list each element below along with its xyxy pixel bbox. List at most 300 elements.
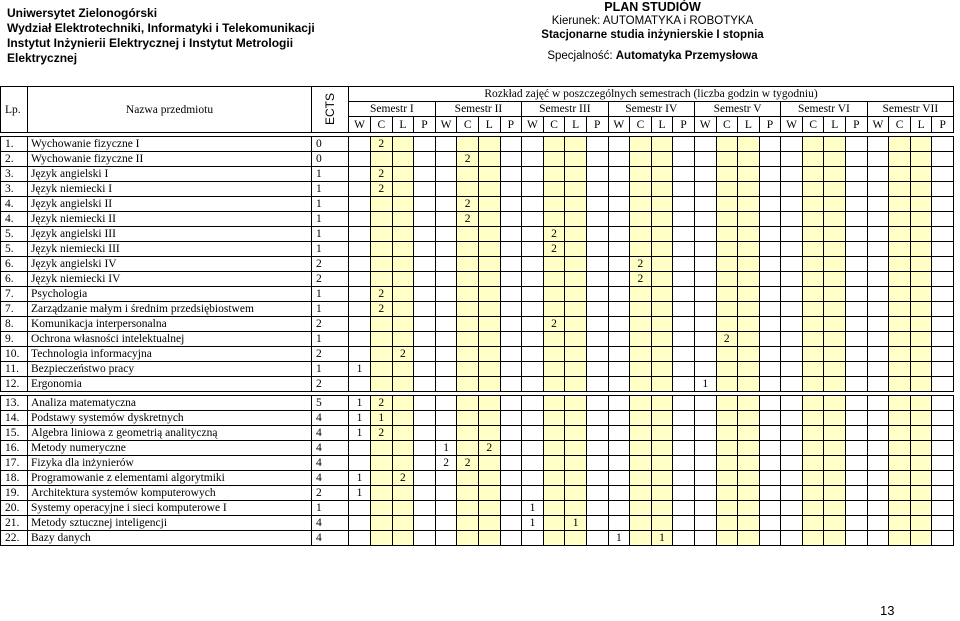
empty-cell (910, 317, 932, 332)
empty-cell (435, 501, 457, 516)
empty-cell (457, 362, 479, 377)
row-ects: 2 (312, 347, 349, 362)
table-row (1, 152, 954, 167)
empty-cell (673, 302, 695, 317)
empty-cell (565, 486, 587, 501)
empty-cell (651, 257, 673, 272)
empty-cell (889, 426, 911, 441)
row-ects: 0 (312, 137, 349, 152)
empty-cell (824, 471, 846, 486)
empty-cell (500, 347, 522, 362)
row-subject-name: Systemy operacyjne i sieci komputerowe I (28, 501, 312, 516)
empty-cell (478, 531, 500, 546)
empty-cell (349, 302, 371, 317)
empty-cell (608, 302, 630, 317)
empty-cell (910, 257, 932, 272)
empty-cell (478, 257, 500, 272)
empty-cell (781, 471, 803, 486)
empty-cell (630, 486, 652, 501)
empty-cell (781, 242, 803, 257)
empty-cell (781, 182, 803, 197)
empty-cell (781, 377, 803, 392)
empty-cell (435, 272, 457, 287)
empty-cell (371, 332, 393, 347)
row-lp: 15. (1, 426, 28, 441)
empty-cell (565, 456, 587, 471)
empty-cell (349, 456, 371, 471)
empty-cell (457, 332, 479, 347)
empty-cell (392, 272, 414, 287)
empty-cell (932, 212, 954, 227)
empty-cell (371, 471, 393, 486)
empty-cell (371, 197, 393, 212)
table-row (1, 516, 954, 531)
empty-cell (824, 426, 846, 441)
empty-cell (371, 242, 393, 257)
empty-cell (414, 486, 436, 501)
empty-cell (781, 167, 803, 182)
empty-cell (522, 212, 544, 227)
row-subject-name: Metody sztucznej inteligencji (28, 516, 312, 531)
empty-cell (738, 167, 760, 182)
empty-cell (543, 197, 565, 212)
row-subject-name: Algebra liniowa z geometrią analityczną (28, 426, 312, 441)
hours-cell: 2 (543, 242, 565, 257)
empty-cell (500, 167, 522, 182)
empty-cell (478, 137, 500, 152)
empty-cell (781, 501, 803, 516)
class-type-header: W (349, 117, 371, 133)
empty-cell (738, 242, 760, 257)
empty-cell (478, 471, 500, 486)
empty-cell (371, 531, 393, 546)
empty-cell (651, 137, 673, 152)
empty-cell (824, 531, 846, 546)
empty-cell (867, 332, 889, 347)
hours-cell: 2 (457, 197, 479, 212)
empty-cell (781, 197, 803, 212)
empty-cell (435, 411, 457, 426)
class-type-header: W (522, 117, 544, 133)
empty-cell (392, 456, 414, 471)
table-row (1, 212, 954, 227)
empty-cell (694, 516, 716, 531)
row-ects: 1 (312, 227, 349, 242)
empty-cell (910, 197, 932, 212)
empty-cell (392, 441, 414, 456)
empty-cell (371, 257, 393, 272)
empty-cell (716, 317, 738, 332)
empty-cell (435, 332, 457, 347)
empty-cell (457, 302, 479, 317)
empty-cell (932, 347, 954, 362)
empty-cell (694, 426, 716, 441)
empty-cell (716, 347, 738, 362)
row-ects: 1 (312, 212, 349, 227)
empty-cell (910, 441, 932, 456)
hours-cell: 2 (371, 137, 393, 152)
empty-cell (565, 152, 587, 167)
empty-cell (673, 257, 695, 272)
empty-cell (867, 396, 889, 411)
row-lp: 1. (1, 137, 28, 152)
empty-cell (349, 272, 371, 287)
empty-cell (608, 411, 630, 426)
empty-cell (586, 441, 608, 456)
table-row (1, 411, 954, 426)
semester-header-1: Semestr I (349, 102, 436, 117)
empty-cell (910, 411, 932, 426)
hours-cell: 1 (349, 486, 371, 501)
class-type-header: L (392, 117, 414, 133)
empty-cell (932, 471, 954, 486)
table-row (1, 227, 954, 242)
empty-cell (522, 242, 544, 257)
empty-cell (846, 471, 868, 486)
empty-cell (867, 426, 889, 441)
empty-cell (781, 257, 803, 272)
empty-cell (694, 227, 716, 242)
empty-cell (716, 516, 738, 531)
empty-cell (738, 302, 760, 317)
row-ects: 2 (312, 272, 349, 287)
empty-cell (824, 182, 846, 197)
class-type-header: W (435, 117, 457, 133)
empty-cell (586, 242, 608, 257)
empty-cell (608, 152, 630, 167)
empty-cell (565, 426, 587, 441)
row-lp: 7. (1, 302, 28, 317)
empty-cell (910, 362, 932, 377)
row-subject-name: Język niemiecki III (28, 242, 312, 257)
empty-cell (457, 486, 479, 501)
empty-cell (781, 272, 803, 287)
empty-cell (586, 137, 608, 152)
empty-cell (716, 197, 738, 212)
class-type-header: L (910, 117, 932, 133)
row-ects: 2 (312, 317, 349, 332)
empty-cell (651, 287, 673, 302)
empty-cell (522, 411, 544, 426)
empty-cell (738, 486, 760, 501)
empty-cell (910, 471, 932, 486)
empty-cell (759, 411, 781, 426)
empty-cell (392, 501, 414, 516)
class-type-header: C (802, 117, 824, 133)
empty-cell (910, 227, 932, 242)
empty-cell (673, 182, 695, 197)
row-lp: 3. (1, 167, 28, 182)
empty-cell (349, 347, 371, 362)
class-type-header: C (371, 117, 393, 133)
empty-cell (781, 441, 803, 456)
empty-cell (651, 471, 673, 486)
empty-cell (457, 182, 479, 197)
plan-header (500, 0, 805, 63)
empty-cell (651, 167, 673, 182)
empty-cell (759, 137, 781, 152)
empty-cell (802, 302, 824, 317)
empty-cell (435, 426, 457, 441)
empty-cell (478, 272, 500, 287)
row-subject-name: Język angielski I (28, 167, 312, 182)
table-row (1, 347, 954, 362)
empty-cell (694, 332, 716, 347)
empty-cell (371, 347, 393, 362)
specjalnosc: Specjalność: Automatyka Przemysłowa (547, 50, 758, 62)
empty-cell (738, 227, 760, 242)
empty-cell (371, 317, 393, 332)
empty-cell (910, 396, 932, 411)
empty-cell (435, 182, 457, 197)
empty-cell (371, 501, 393, 516)
empty-cell (457, 396, 479, 411)
hours-cell: 1 (349, 362, 371, 377)
empty-cell (716, 137, 738, 152)
empty-cell (435, 531, 457, 546)
empty-cell (565, 182, 587, 197)
empty-cell (846, 362, 868, 377)
empty-cell (889, 501, 911, 516)
empty-cell (673, 362, 695, 377)
empty-cell (414, 317, 436, 332)
semester-header-6: Semestr VI (781, 102, 867, 117)
empty-cell (457, 471, 479, 486)
empty-cell (781, 456, 803, 471)
empty-cell (500, 257, 522, 272)
empty-cell (738, 152, 760, 167)
empty-cell (435, 516, 457, 531)
specjalnosc-value: Automatyka Przemysłowa (615, 50, 758, 62)
empty-cell (630, 516, 652, 531)
row-subject-name: Fizyka dla inżynierów (28, 456, 312, 471)
empty-cell (630, 332, 652, 347)
empty-cell (392, 182, 414, 197)
row-ects: 0 (312, 152, 349, 167)
empty-cell (867, 486, 889, 501)
empty-cell (457, 227, 479, 242)
empty-cell (349, 441, 371, 456)
empty-cell (738, 456, 760, 471)
empty-cell (824, 137, 846, 152)
empty-cell (608, 242, 630, 257)
empty-cell (414, 287, 436, 302)
empty-cell (522, 396, 544, 411)
empty-cell (500, 287, 522, 302)
empty-cell (673, 471, 695, 486)
table-row (1, 332, 954, 347)
empty-cell (630, 362, 652, 377)
empty-cell (673, 197, 695, 212)
empty-cell (392, 227, 414, 242)
empty-cell (867, 347, 889, 362)
empty-cell (824, 287, 846, 302)
empty-cell (500, 531, 522, 546)
empty-cell (932, 516, 954, 531)
empty-cell (371, 377, 393, 392)
empty-cell (802, 182, 824, 197)
row-lp: 5. (1, 227, 28, 242)
empty-cell (802, 347, 824, 362)
table-row (1, 137, 954, 152)
empty-cell (500, 516, 522, 531)
empty-cell (478, 302, 500, 317)
empty-cell (543, 182, 565, 197)
empty-cell (889, 531, 911, 546)
institute-name-cont: Elektrycznej (7, 51, 78, 65)
empty-cell (500, 362, 522, 377)
empty-cell (630, 377, 652, 392)
empty-cell (694, 152, 716, 167)
empty-cell (457, 257, 479, 272)
class-type-header: C (716, 117, 738, 133)
empty-cell (608, 167, 630, 182)
empty-cell (371, 516, 393, 531)
empty-cell (457, 501, 479, 516)
row-ects: 1 (312, 362, 349, 377)
empty-cell (543, 377, 565, 392)
empty-cell (802, 486, 824, 501)
empty-cell (694, 287, 716, 302)
empty-cell (889, 242, 911, 257)
empty-cell (543, 456, 565, 471)
empty-cell (738, 441, 760, 456)
empty-cell (500, 332, 522, 347)
empty-cell (349, 501, 371, 516)
empty-cell (846, 531, 868, 546)
empty-cell (543, 167, 565, 182)
empty-cell (371, 152, 393, 167)
empty-cell (738, 516, 760, 531)
empty-cell (500, 182, 522, 197)
empty-cell (867, 242, 889, 257)
empty-cell (846, 501, 868, 516)
empty-cell (867, 471, 889, 486)
empty-cell (478, 212, 500, 227)
empty-cell (608, 257, 630, 272)
empty-cell (543, 257, 565, 272)
empty-cell (738, 426, 760, 441)
empty-cell (824, 227, 846, 242)
empty-cell (824, 377, 846, 392)
empty-cell (630, 531, 652, 546)
empty-cell (630, 242, 652, 257)
empty-cell (781, 212, 803, 227)
empty-cell (932, 227, 954, 242)
empty-cell (565, 167, 587, 182)
class-type-header: W (694, 117, 716, 133)
row-subject-name: Ergonomia (28, 377, 312, 392)
empty-cell (371, 486, 393, 501)
empty-cell (802, 441, 824, 456)
empty-cell (802, 516, 824, 531)
empty-cell (392, 531, 414, 546)
empty-cell (565, 242, 587, 257)
empty-cell (716, 396, 738, 411)
empty-cell (586, 257, 608, 272)
empty-cell (781, 486, 803, 501)
empty-cell (371, 272, 393, 287)
empty-cell (867, 212, 889, 227)
empty-cell (586, 362, 608, 377)
empty-cell (608, 347, 630, 362)
empty-cell (932, 531, 954, 546)
empty-cell (867, 197, 889, 212)
row-subject-name: Język angielski II (28, 197, 312, 212)
empty-cell (824, 411, 846, 426)
empty-cell (565, 302, 587, 317)
empty-cell (846, 396, 868, 411)
empty-cell (414, 242, 436, 257)
empty-cell (349, 242, 371, 257)
empty-cell (716, 182, 738, 197)
row-subject-name: Bezpieczeństwo pracy (28, 362, 312, 377)
hours-cell: 2 (457, 152, 479, 167)
row-lp: 22. (1, 531, 28, 546)
empty-cell (371, 362, 393, 377)
row-lp: 2. (1, 152, 28, 167)
empty-cell (630, 302, 652, 317)
empty-cell (738, 332, 760, 347)
empty-cell (716, 426, 738, 441)
empty-cell (435, 137, 457, 152)
empty-cell (846, 347, 868, 362)
empty-cell (889, 167, 911, 182)
row-ects: 2 (312, 486, 349, 501)
empty-cell (478, 411, 500, 426)
empty-cell (608, 441, 630, 456)
empty-cell (824, 302, 846, 317)
empty-cell (759, 167, 781, 182)
class-type-header: P (414, 117, 436, 133)
empty-cell (781, 152, 803, 167)
empty-cell (716, 212, 738, 227)
empty-cell (781, 317, 803, 332)
empty-cell (802, 287, 824, 302)
table-row (1, 456, 954, 471)
row-ects: 4 (312, 531, 349, 546)
table-row (1, 441, 954, 456)
empty-cell (630, 167, 652, 182)
empty-cell (846, 377, 868, 392)
empty-cell (759, 317, 781, 332)
empty-cell (586, 531, 608, 546)
empty-cell (392, 197, 414, 212)
empty-cell (478, 227, 500, 242)
empty-cell (781, 332, 803, 347)
empty-cell (630, 347, 652, 362)
empty-cell (565, 362, 587, 377)
empty-cell (414, 362, 436, 377)
empty-cell (824, 441, 846, 456)
row-subject-name: Metody numeryczne (28, 441, 312, 456)
empty-cell (781, 227, 803, 242)
table-row (1, 287, 954, 302)
empty-cell (414, 212, 436, 227)
empty-cell (910, 182, 932, 197)
row-ects: 1 (312, 242, 349, 257)
empty-cell (478, 287, 500, 302)
class-type-header: C (630, 117, 652, 133)
empty-cell (910, 332, 932, 347)
empty-cell (846, 317, 868, 332)
empty-cell (586, 227, 608, 242)
row-subject-name: Zarządzanie małym i średnim przedsiębiostwem (28, 302, 312, 317)
row-lp: 16. (1, 441, 28, 456)
empty-cell (435, 377, 457, 392)
empty-cell (867, 167, 889, 182)
empty-cell (500, 272, 522, 287)
